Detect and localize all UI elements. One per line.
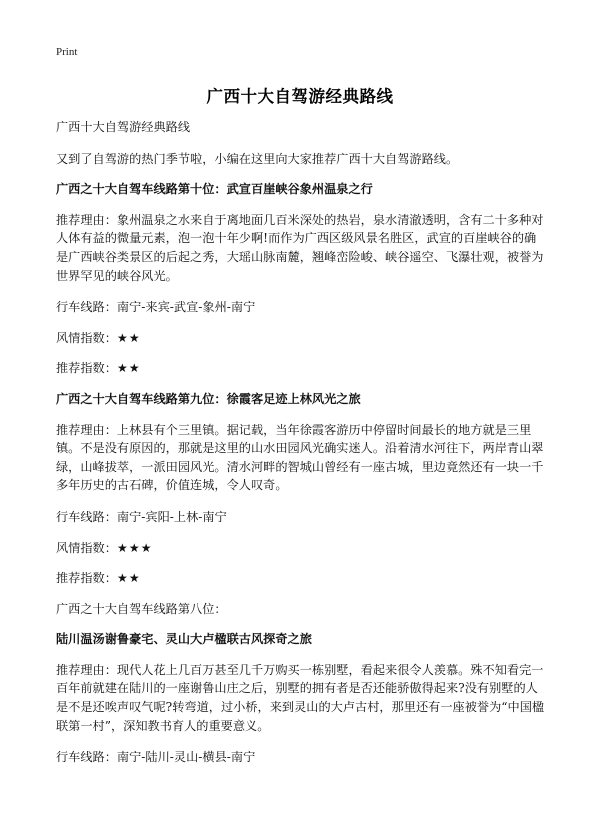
section-scenery-9 [56,539,548,558]
section-route-9: 行车线路：南宁-宾阳-上林-南宁 [56,509,227,524]
section-recommend-10 [56,359,548,378]
section-recommend-9 [56,569,548,588]
section-pre-8: 广西之十大自驾车线路第八位： [56,601,227,616]
scenery-label: 风情指数： [56,540,117,555]
recommend-stars: ★★ [116,571,141,586]
section-heading-9: 广西之十大自驾车线路第九位：徐霞客足迹上林风光之旅 [56,391,361,406]
article-body [56,118,548,767]
section-reason-8: 推荐理由：现代人花上几百万甚至几千万购买一栋别墅，看起来很令人羡慕。殊不知看完一百年前就建在陆川的一座谢鲁山庄之后，别墅的拥有者是否还能骄傲得起来?没有别墅的人是不是还唉声叹气呢?转弯道，过小桥，来到灵山的大卢古村，那里还有一座被誉为“中国楹联第一村”，深知教书育人的重要意义。 [56,662,545,733]
recommend-stars: ★★ [116,361,141,376]
section-route-8: 行车线路：南宁-陆川-灵山-横县-南宁 [56,750,256,765]
page-title: 广西十大自驾游经典路线 [206,87,394,106]
section-reason-10: 推荐理由：象州温泉之水来自于离地面几百米深处的热岩，泉水清澈透明，含有二十多种对人体有益的微量元素，泡一泡十年少啊!而作为广西区级风景名胜区，武宣的百崖峡谷的确是广西峡谷类景区的后起之秀，大瑶山脉南麓，翘峰峦险峻、峡谷遥空、飞瀑壮观，被誉为世界罕见的峡谷风光。 [56,212,544,283]
print-link[interactable]: Print [56,46,78,58]
section-scenery-10 [56,329,548,348]
scenery-stars: ★★ [116,330,141,345]
section-heading-8: 陆川温汤谢鲁豪宅、灵山大卢楹联古风探奇之旅 [56,632,312,647]
scenery-stars: ★★★ [116,540,153,555]
scenery-label: 风情指数： [56,330,117,345]
section-heading-10: 广西之十大自驾车线路第十位：武宣百崖峡谷象州温泉之行 [56,182,373,197]
section-reason-9: 推荐理由：上林县有个三里镇。据记载，当年徐霞客游历中停留时间最长的地方就是三里镇。不是没有原因的，那就是这里的山水田园风光确实迷人。沿着清水河往下，两岸青山翠绿，山峰拔萃，一派田园风光。清水河畔的智城山曾经有一座古城，里边竟然还有一块一千多年历史的古石碑，价值连城，令人叹奇。 [56,422,544,493]
recommend-label: 推荐指数： [56,571,117,586]
article-subtitle: 广西十大自驾游经典路线 [56,120,191,134]
article-intro: 又到了自驾游的热门季节啦，小编在这里向大家推荐广西十大自驾游路线。 [56,151,459,166]
section-route-10: 行车线路：南宁-来宾-武宣-象州-南宁 [56,300,256,315]
recommend-label: 推荐指数： [56,361,117,376]
